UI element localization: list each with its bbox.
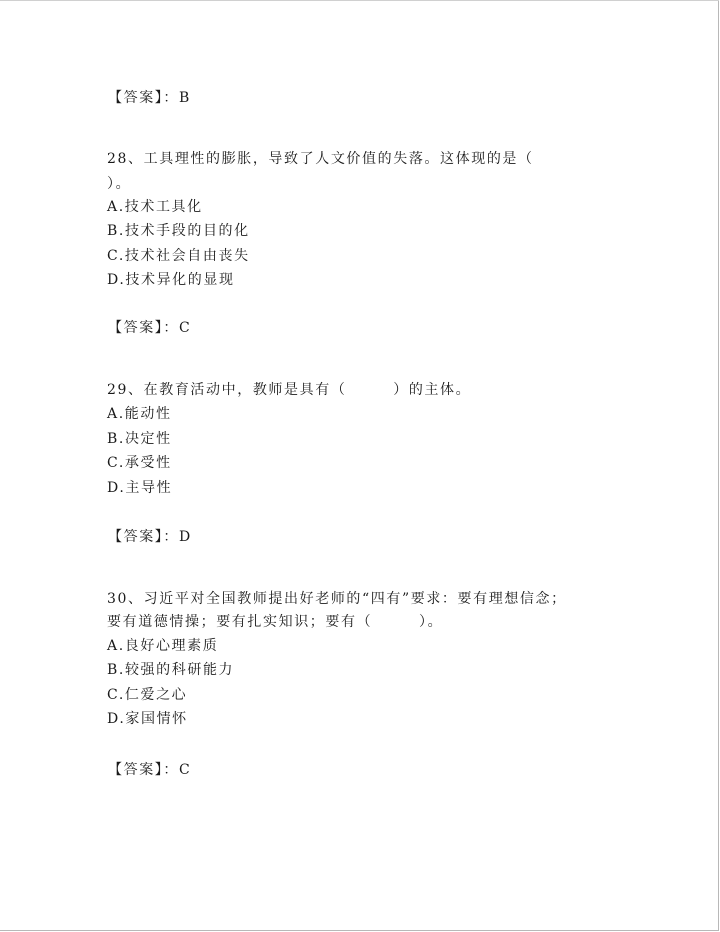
answer-29: 【答案】：D	[108, 529, 192, 545]
question-30-option-c: C.仁爱之心	[107, 687, 188, 703]
question-29-option-d: D.主导性	[107, 480, 173, 496]
question-28-option-d: D.技术异化的显现	[107, 272, 235, 288]
question-28-stem-line2: ）。	[107, 176, 132, 192]
question-28-option-c: C.技术社会自由丧失	[107, 248, 250, 264]
question-29-option-b: B.决定性	[107, 431, 172, 447]
question-30-option-a: A.良好心理素质	[107, 638, 219, 654]
question-30-option-b: B.较强的科研能力	[107, 662, 235, 678]
question-28-option-a: A.技术工具化	[107, 199, 203, 215]
question-29-option-c: C.承受性	[107, 455, 172, 471]
question-30-option-d: D.家国情怀	[107, 711, 188, 727]
answer-27: 【答案】：B	[108, 90, 191, 106]
question-30-stem-line2: 要有道德情操；要有扎实知识；要有（ ）。	[107, 614, 444, 630]
question-30-stem-line1: 30、习近平对全国教师提出好老师的“四有”要求：要有理想信念；	[107, 591, 567, 607]
question-29-stem-line1: 29、在教育活动中，教师是具有（ ）的主体。	[107, 382, 472, 398]
question-28-stem-line1: 28、工具理性的膨胀，导致了人文价值的失落。这体现的是（	[107, 151, 534, 167]
question-29-option-a: A.能动性	[107, 406, 172, 422]
page-top-edge	[0, 0, 719, 1]
question-28-option-b: B.技术手段的目的化	[107, 223, 250, 239]
answer-30: 【答案】：C	[108, 762, 192, 778]
answer-28: 【答案】：C	[108, 320, 192, 336]
